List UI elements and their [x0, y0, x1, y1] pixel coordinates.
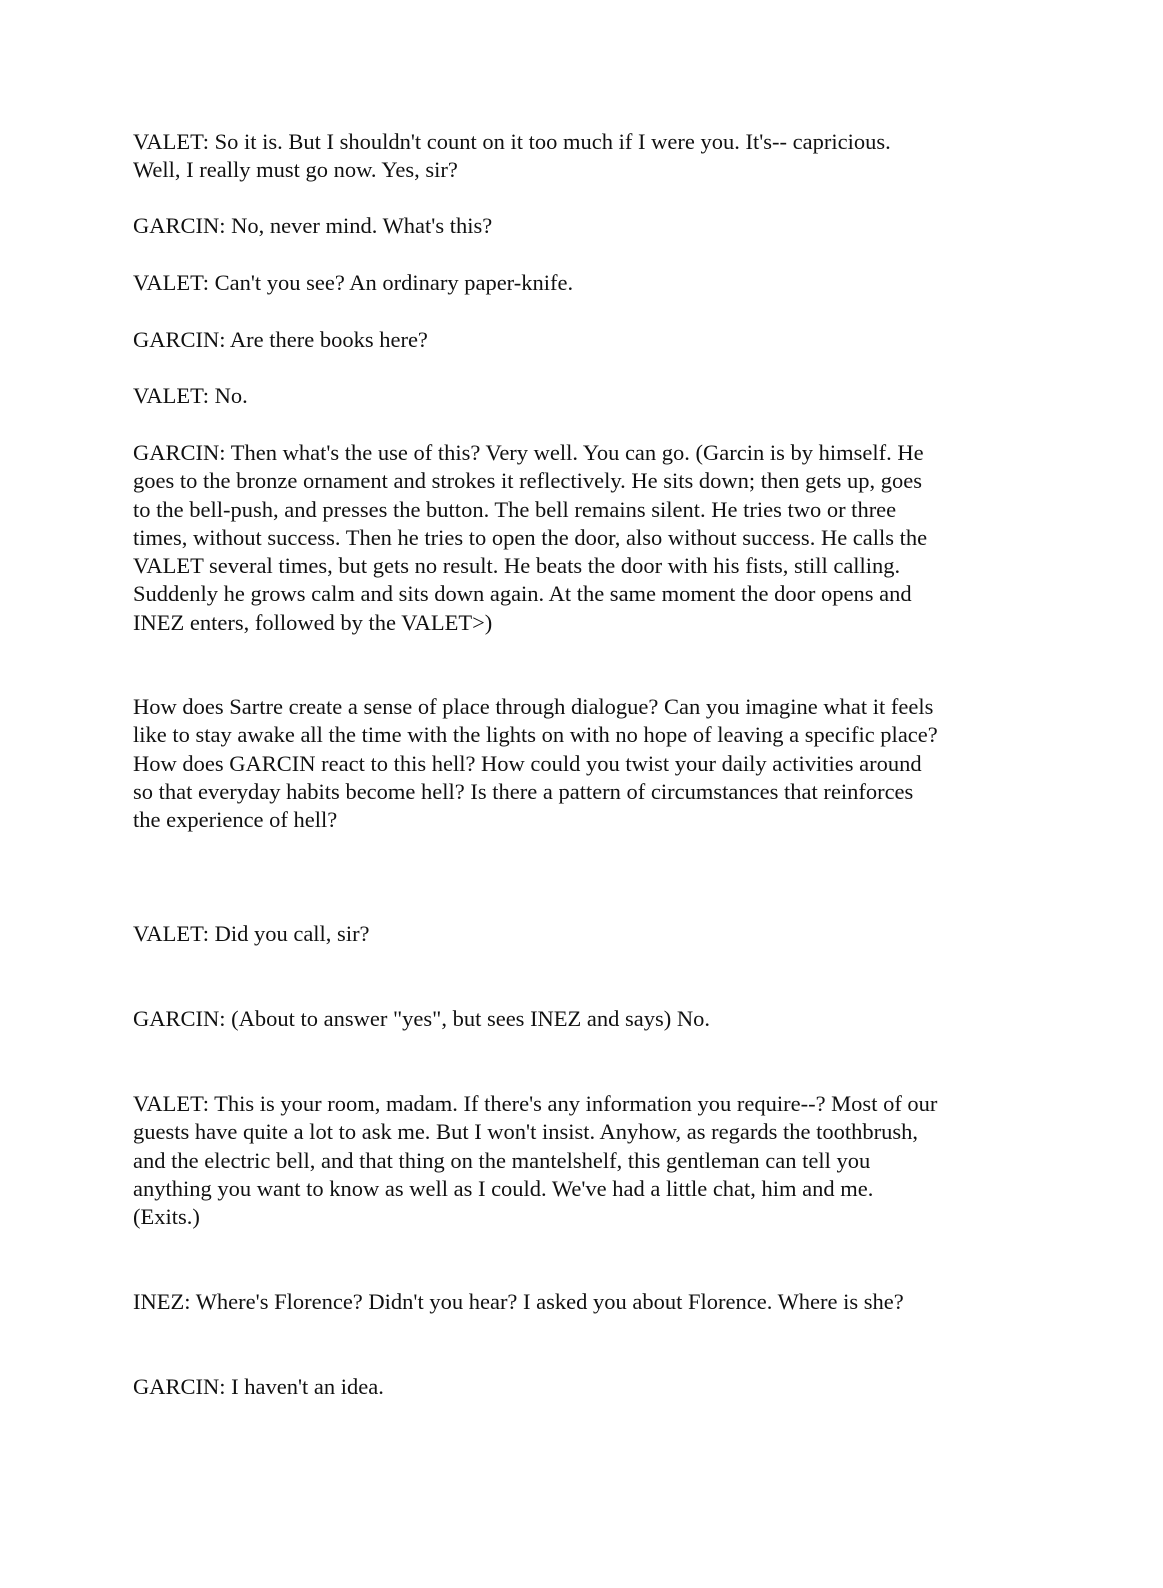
dialogue-paragraph-valet-1	[133, 128, 1033, 185]
text-line: VALET: This is your room, madam. If there's any information you require--? Most of our	[133, 1091, 938, 1116]
dialogue-paragraph-garcin-3	[133, 439, 1033, 637]
text-line: and the electric bell, and that thing on the mantelshelf, this gentleman can tell you	[133, 1147, 871, 1173]
dialogue-paragraph-valet-4	[133, 920, 1033, 948]
text-line: GARCIN: Then what's the use of this? Very well. You can go. (Garcin is by himself. He	[133, 440, 924, 465]
text-line: VALET: Can't you see? An ordinary paper-knife.	[133, 270, 574, 295]
text-line: GARCIN: No, never mind. What's this?	[133, 213, 493, 238]
text-line: VALET several times, but gets no result. He beats the door with his fists, still calling.	[133, 553, 901, 579]
text-line: How does Sartre create a sense of place through dialogue? Can you imagine what it feels	[133, 694, 934, 719]
dialogue-paragraph-garcin-5	[133, 1373, 1033, 1401]
text-line: so that everyday habits become hell? Is there a pattern of circumstances that reinforces	[133, 778, 914, 804]
text-line: Well, I really must go now. Yes, sir?	[133, 157, 458, 183]
text-line: times, without success. Then he tries to open the door, also without success. He calls the	[133, 524, 928, 550]
text-line: the experience of hell?	[133, 807, 338, 833]
dialogue-paragraph-inez-1	[133, 1288, 1033, 1316]
text-line: INEZ: Where's Florence? Didn't you hear? I asked you about Florence. Where is she?	[133, 1289, 904, 1314]
text-line: VALET: So it is. But I shouldn't count on it too much if I were you. It's-- capricious.	[133, 129, 891, 154]
text-line: Suddenly he grows calm and sits down again. At the same moment the door opens and	[133, 581, 912, 607]
text-line: VALET: No.	[133, 383, 248, 408]
text-line: goes to the bronze ornament and strokes it reflectively. He sits down; then gets up, goes	[133, 468, 922, 494]
text-line: VALET: Did you call, sir?	[133, 921, 370, 946]
text-line: anything you want to know as well as I could. We've had a little chat, him and me.	[133, 1175, 874, 1201]
dialogue-paragraph-garcin-1	[133, 212, 1033, 240]
text-line: INEZ enters, followed by the VALET>)	[133, 609, 493, 635]
dialogue-paragraph-garcin-4	[133, 1005, 1033, 1033]
discussion-questions-paragraph	[133, 693, 1033, 834]
text-line: guests have quite a lot to ask me. But I won't insist. Anyhow, as regards the toothbrush,	[133, 1119, 918, 1145]
dialogue-paragraph-valet-5	[133, 1090, 1033, 1231]
text-line: GARCIN: Are there books here?	[133, 327, 428, 352]
text-line: like to stay awake all the time with the lights on with no hope of leaving a specific place?	[133, 722, 938, 748]
text-line: to the bell-push, and presses the button. The bell remains silent. He tries two or three	[133, 496, 897, 522]
dialogue-paragraph-valet-3	[133, 382, 1033, 410]
text-line: (Exits.)	[133, 1204, 200, 1230]
text-line: GARCIN: I haven't an idea.	[133, 1374, 384, 1399]
dialogue-paragraph-garcin-2	[133, 326, 1033, 354]
text-line: GARCIN: (About to answer "yes", but sees INEZ and says) No.	[133, 1006, 711, 1031]
dialogue-paragraph-valet-2	[133, 269, 1033, 297]
text-line: How does GARCIN react to this hell? How could you twist your daily activities around	[133, 750, 922, 776]
